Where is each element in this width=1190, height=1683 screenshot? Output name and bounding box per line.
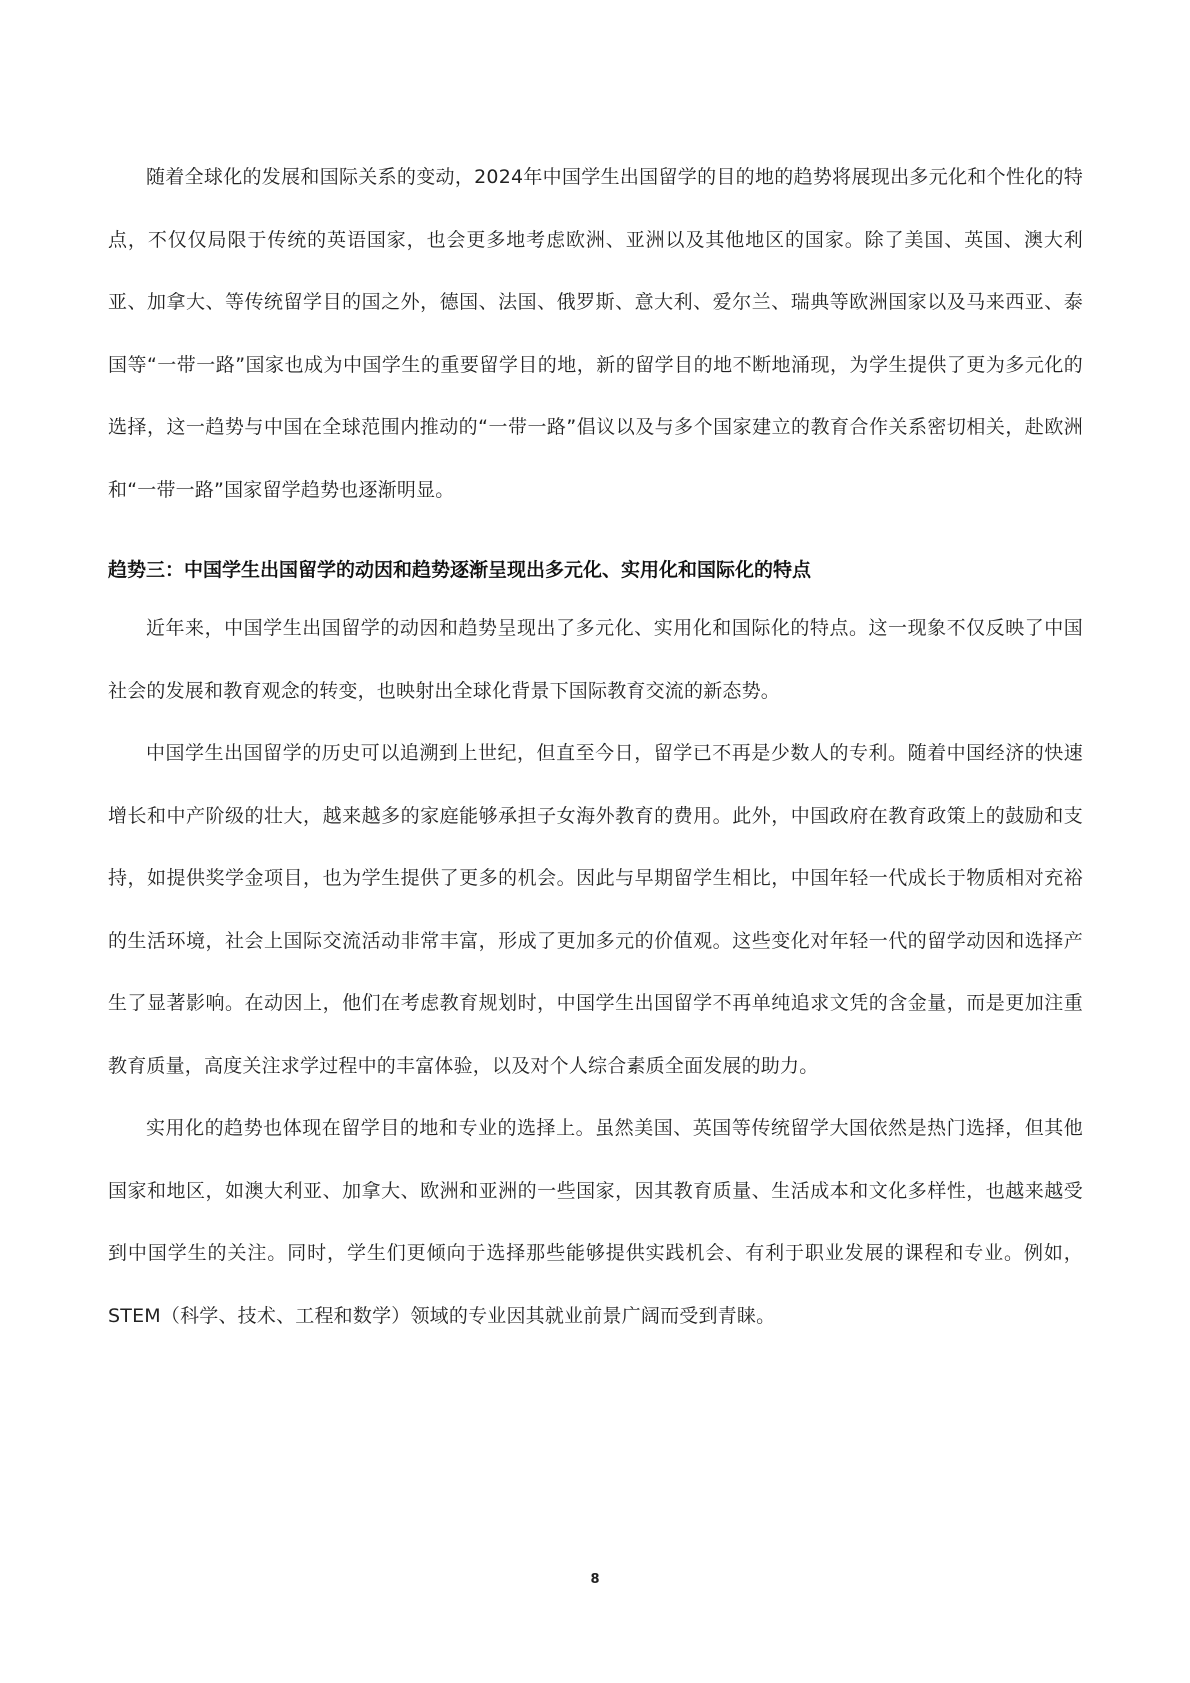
page-content	[108, 146, 1083, 1347]
section-heading-trend-three: 趋势三：中国学生出国留学的动因和趋势逐渐呈现出多元化、实用化和国际化的特点	[108, 559, 812, 581]
spacer	[108, 521, 1083, 555]
paragraph-motivation-intro: 近年来，中国学生出国留学的动因和趋势呈现出了多元化、实用化和国际化的特点。这一现象不仅反映了中国社会的发展和教育观念的转变，也映射出全球化背景下国际教育交流的新态势。	[108, 617, 1083, 702]
page-number: 8	[590, 1572, 600, 1587]
spacer	[108, 585, 1083, 597]
paragraph-practical-trend: 实用化的趋势也体现在留学目的地和专业的选择上。虽然美国、英国等传统留学大国依然是热门选择，但其他国家和地区，如澳大利亚、加拿大、欧洲和亚洲的一些国家，因其教育质量、生活成本和文化多样性，也越来越受到中国学生的关注。同时，学生们更倾向于选择那些能够提供实践机会、有利于职业发展的课程和专业。例如，STEM（科学、技术、工程和数学）领域的专业因其就业前景广阔而受到青睐。	[108, 1117, 1083, 1327]
paragraph-history: 中国学生出国留学的历史可以追溯到上世纪，但直至今日，留学已不再是少数人的专利。随着中国经济的快速增长和中产阶级的壮大，越来越多的家庭能够承担子女海外教育的费用。此外，中国政府在教育政策上的鼓励和支持，如提供奖学金项目，也为学生提供了更多的机会。因此与早期留学生相比，中国年轻一代成长于物质相对充裕的生活环境，社会上国际交流活动非常丰富，形成了更加多元的价值观。这些变化对年轻一代的留学动因和选择产生了显著影响。在动因上，他们在考虑教育规划时，中国学生出国留学不再单纯追求文凭的含金量，而是更加注重教育质量，高度关注求学过程中的丰富体验，以及对个人综合素质全面发展的助力。	[108, 742, 1083, 1077]
paragraph-destinations: 随着全球化的发展和国际关系的变动，2024年中国学生出国留学的目的地的趋势将展现出多元化和个性化的特点，不仅仅局限于传统的英语国家，也会更多地考虑欧洲、亚洲以及其他地区的国家。除了美国、英国、澳大利亚、加拿大、等传统留学目的国之外，德国、法国、俄罗斯、意大利、爱尔兰、瑞典等欧洲国家以及马来西亚、泰国等“一带一路”国家也成为中国学生的重要留学目的地，新的留学目的地不断地涌现，为学生提供了更为多元化的选择，这一趋势与中国在全球范围内推动的“一带一路”倡议以及与多个国家建立的教育合作关系密切相关，赴欧洲和“一带一路”国家留学趋势也逐渐明显。	[108, 166, 1083, 501]
